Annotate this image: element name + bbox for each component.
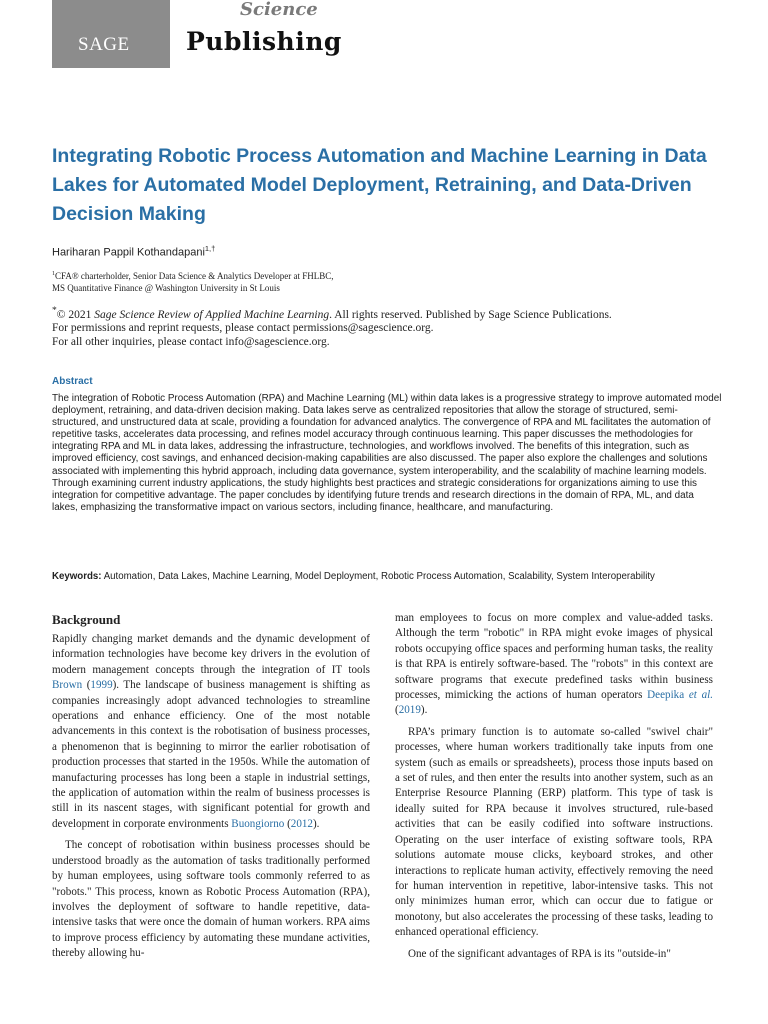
paragraph-3-text-a: man employees to focus on more complex and value-added tasks. Although the term "robotic" in RPA might evoke images of physical robots occupying office spaces and performing human tasks, the reality is that RPA is entirely software-based. The "robots" in this context are software programs that execute predefined tasks within business processes, mimicking the actions of human operators (395, 612, 713, 702)
paragraph-3 (395, 611, 713, 719)
citation-deepika-open: ( (395, 704, 399, 717)
author-line (52, 244, 215, 259)
citation-deepika-author[interactable]: Deepika (647, 689, 689, 702)
paragraph-4: RPA’s primary function is to automate so-called "swivel chair" processes, where human workers traditionally take inputs from one system (such as emails or spreadsheets), process those inputs based on a set of rules, and then enter the results into another system, such as an Enterprise Resource Planning (ERP) platform. This type of task is ideally suited for RPA because it involves structured, rule-based activities that can be easily codified into software instructions. Operating on the user interface of existing software tools, RPA solutions automate mouse clicks, keyboard strokes, and other interactions to replicate human activity, effectively removing the need for human intervention in repetitive, labor-intensive tasks. This not only minimizes human error, which can occur due to fatigue or monotony, but also accelerates the processing of these tasks, leading to enhanced operational efficiency. (395, 725, 713, 939)
citation-brown-author[interactable]: Brown (52, 679, 83, 692)
affiliation-line-2: MS Quantitative Finance @ Washington University in St Louis (52, 283, 280, 293)
citation-buongiorno-year[interactable]: 2012 (290, 817, 313, 830)
paragraph-1-text-c: ). (312, 817, 320, 830)
affiliation-superscript: 1 (52, 271, 55, 277)
paragraph-2: The concept of robotisation within business processes should be understood broadly as the automation of tasks traditionally performed by human employees, using software tools commonly referred to as "robots." This process, known as Robotic Process Automation (RPA), involves the deployment of software to handle repetitive, data-intensive tasks that were once the domain of human workers. RPA aims to improve process efficiency by automating these mundane activities, thereby allowing hu- (52, 839, 370, 960)
keywords-text: Automation, Data Lakes, Machine Learning, Model Deployment, Robotic Process Automation, Scalability, System Interoperability (101, 571, 655, 582)
journal-name: Sage Science Review of Applied Machine Learning (94, 308, 330, 321)
brand-publishing-text: Publishing (186, 27, 342, 56)
paragraph-1-text-b: ). The landscape of business management is shifting as companies increasingly adopt advanced technologies to streamline operations and enhance efficiency. One of the most notable advancements in this context is the robotisation of business processes, a phenomenon that is beginning to mirror the earlier robotisation of production processes that started in the 1950s. While the automation of manufacturing processes has long been a staple in industrial settings, the application of automation within the realm of business processes is still in its nascent stages, with significant potential for growth and development in corporate environments (52, 679, 371, 830)
citation-brown-open: ( (82, 679, 91, 692)
citation-buongiorno-author[interactable]: Buongiorno (231, 817, 285, 830)
paragraph-3-text-b: ). (420, 704, 428, 717)
brand-science-text: Science (240, 0, 318, 20)
paragraph-1-text-a: Rapidly changing market demands and the dynamic development of information technologies have become key drivers in the evolution of modern management concepts through the integration of IT tools (52, 633, 370, 676)
left-column (52, 632, 370, 962)
sage-logo-text: SAGE (78, 34, 130, 55)
citation-deepika-year[interactable]: 2019 (398, 704, 421, 717)
abstract-heading: Abstract (52, 376, 93, 387)
sage-logo-box (52, 0, 170, 68)
copyright-mark: * (52, 305, 57, 316)
citation-deepika-etal[interactable]: et al. (688, 689, 713, 702)
keywords-label: Keywords: (52, 571, 102, 582)
keywords-line (52, 571, 655, 582)
abstract-text: The integration of Robotic Process Automation (RPA) and Machine Learning (ML) within data lakes is a progressive strategy to improve automated model deployment, retraining, and data-driven decision making. Data lakes serve as centralized repositories that allow the storage of structured, semi-structured, and unstructured data at scale, providing a foundation for advanced analytics. The convergence of RPA and ML facilitates the automation of repetitive tasks, accelerates data processing, and refines model accuracy through continuous learning. This paper discusses the methodologies for integrating RPA and ML in data lakes, addressing the infrastructure, technologies, and workflows involved. The benefits of this integration, such as improved efficiency, cost savings, and enhanced decision-making capabilities are also discussed. The paper also explore the challenges and solutions associated with implementing this hybrid approach, including data governance, system interoperability, and the scalability of machine learning models. Through examining current industry applications, the study highlights best practices and strategic considerations for organizations aiming to use this integration for competitive advantage. The paper concludes by identifying future trends and research directions in the domain of RPA, ML, and data lakes, emphasizing the transformative impact on various sectors, including finance, healthcare, and manufacturing. (52, 393, 722, 513)
copyright-line-1-post: . All rights reserved. Published by Sage Science Publications. (329, 308, 612, 321)
citation-buongiorno-open: ( (284, 817, 291, 830)
copyright-notice (52, 304, 612, 349)
copyright-line-3: For all other inquiries, please contact info@sagescience.org. (52, 335, 330, 348)
author-name: Hariharan Pappil Kothandapani (52, 246, 205, 259)
copyright-line-1-pre: © 2021 (56, 308, 95, 321)
copyright-line-2: For permissions and reprint requests, please contact permissions@sagescience.org. (52, 322, 434, 335)
section-heading-background: Background (52, 612, 121, 627)
affiliation-line-1: CFA® charterholder, Senior Data Science & Analytics Developer at FHLBC, (55, 271, 334, 281)
paper-title: Integrating Robotic Process Automation and Machine Learning in Data Lakes for Automated Model Deployment, Retraining, and Data-Driven Decision Making (52, 145, 707, 225)
affiliation (52, 268, 334, 294)
right-column (395, 611, 713, 962)
citation-brown-year[interactable]: 1999 (90, 679, 113, 692)
author-superscript: 1,† (204, 244, 216, 253)
paragraph-5: One of the significant advantages of RPA is its "outside-in" (408, 947, 671, 960)
paragraph-1 (52, 632, 370, 832)
